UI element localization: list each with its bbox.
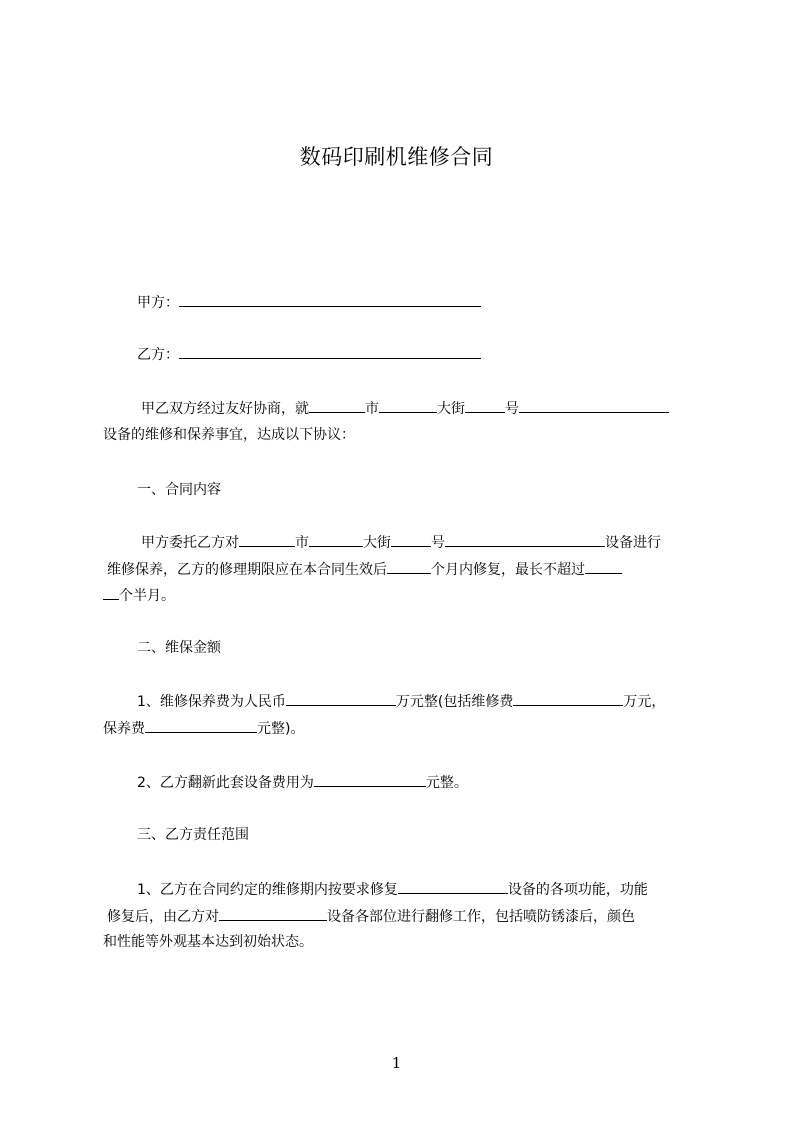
party-b-line — [137, 344, 481, 365]
s1-line-3 — [103, 585, 175, 606]
s2-text-3: 万元， — [623, 694, 666, 710]
intro-text-end: 设备的维修和保养事宜，达成以下协议： — [103, 427, 355, 443]
intro-text: 甲乙双方经过友好协商，就 — [141, 401, 309, 417]
s1-city-label: 市 — [295, 535, 309, 551]
s2-text-6: 2、乙方翻新此套设备费用为 — [137, 775, 314, 791]
party-b-blank — [179, 344, 481, 359]
s3-line-2 — [107, 906, 635, 927]
s2-line-2 — [103, 718, 304, 739]
section-2-heading: 二、维保金额 — [137, 640, 221, 656]
s1-text-5: 个半月。 — [119, 588, 175, 604]
party-a-line — [137, 292, 481, 313]
repair-fee-blank — [513, 691, 623, 706]
street-blank — [379, 398, 437, 413]
s2-text-7: 元整。 — [425, 775, 468, 791]
s3-text-4: 设备各部位进行翻修工作，包括喷防锈漆后，颜色 — [327, 909, 635, 925]
s3-text: 1、乙方在合同约定的维修期内按要求修复 — [137, 882, 398, 898]
s1-text-2: 设备进行 — [605, 535, 661, 551]
s1-text: 甲方委托乙方对 — [141, 535, 239, 551]
s1-line-2 — [107, 559, 622, 580]
s3-text-2: 设备的各项功能，功能 — [507, 882, 648, 898]
months-blank — [387, 559, 431, 574]
section-3-heading: 三、乙方责任范围 — [137, 827, 249, 843]
street-label: 大街 — [437, 401, 465, 417]
intro-line-1 — [141, 398, 669, 419]
s2-line-1 — [137, 691, 665, 712]
max-months-blank — [585, 559, 622, 574]
number-blank — [465, 398, 505, 413]
s1-text-3: 维修保养，乙方的修理期限应在本合同生效后 — [107, 562, 387, 578]
s2-text: 1、维修保养费为人民币 — [137, 694, 286, 710]
s1-number-blank — [391, 532, 431, 547]
s1-city-blank — [239, 532, 295, 547]
s1-street-blank — [309, 532, 363, 547]
city-label: 市 — [365, 401, 379, 417]
party-b-label: 乙方： — [137, 347, 179, 363]
s3-text-5: 和性能等外观基本达到初始状态。 — [103, 934, 313, 950]
s1-street-label: 大街 — [363, 535, 391, 551]
refurbish-fee-blank — [314, 772, 426, 787]
city-blank — [309, 398, 365, 413]
document-title: 数码印刷机维修合同 — [299, 145, 494, 169]
s2-line-3 — [137, 772, 468, 793]
number-label: 号 — [505, 401, 519, 417]
s3-equipment-blank — [398, 879, 508, 894]
s1-text-4: 个月内修复，最长不超过 — [431, 562, 585, 578]
total-fee-blank — [286, 691, 396, 706]
s3-line-3 — [103, 932, 313, 952]
s2-text-2: 万元整(包括维修费 — [395, 694, 514, 710]
s2-text-5: 元整)。 — [257, 721, 305, 737]
equipment-blank — [519, 398, 669, 413]
s1-equipment-blank — [445, 532, 605, 547]
section-1-heading: 一、合同内容 — [137, 482, 221, 498]
s3-equipment-blank-2 — [219, 906, 327, 921]
s3-text-3: 修复后，由乙方对 — [107, 909, 219, 925]
page-number: 1 — [391, 1054, 402, 1072]
intro-line-2 — [103, 425, 355, 445]
s1-number-label: 号 — [431, 535, 445, 551]
max-months-blank-cont — [103, 585, 119, 600]
s1-line-1 — [141, 532, 661, 553]
s2-text-4: 保养费 — [103, 721, 145, 737]
maintenance-fee-blank — [145, 718, 257, 733]
s3-line-1 — [137, 879, 648, 900]
party-a-label: 甲方： — [137, 295, 179, 311]
party-a-blank — [179, 292, 481, 307]
